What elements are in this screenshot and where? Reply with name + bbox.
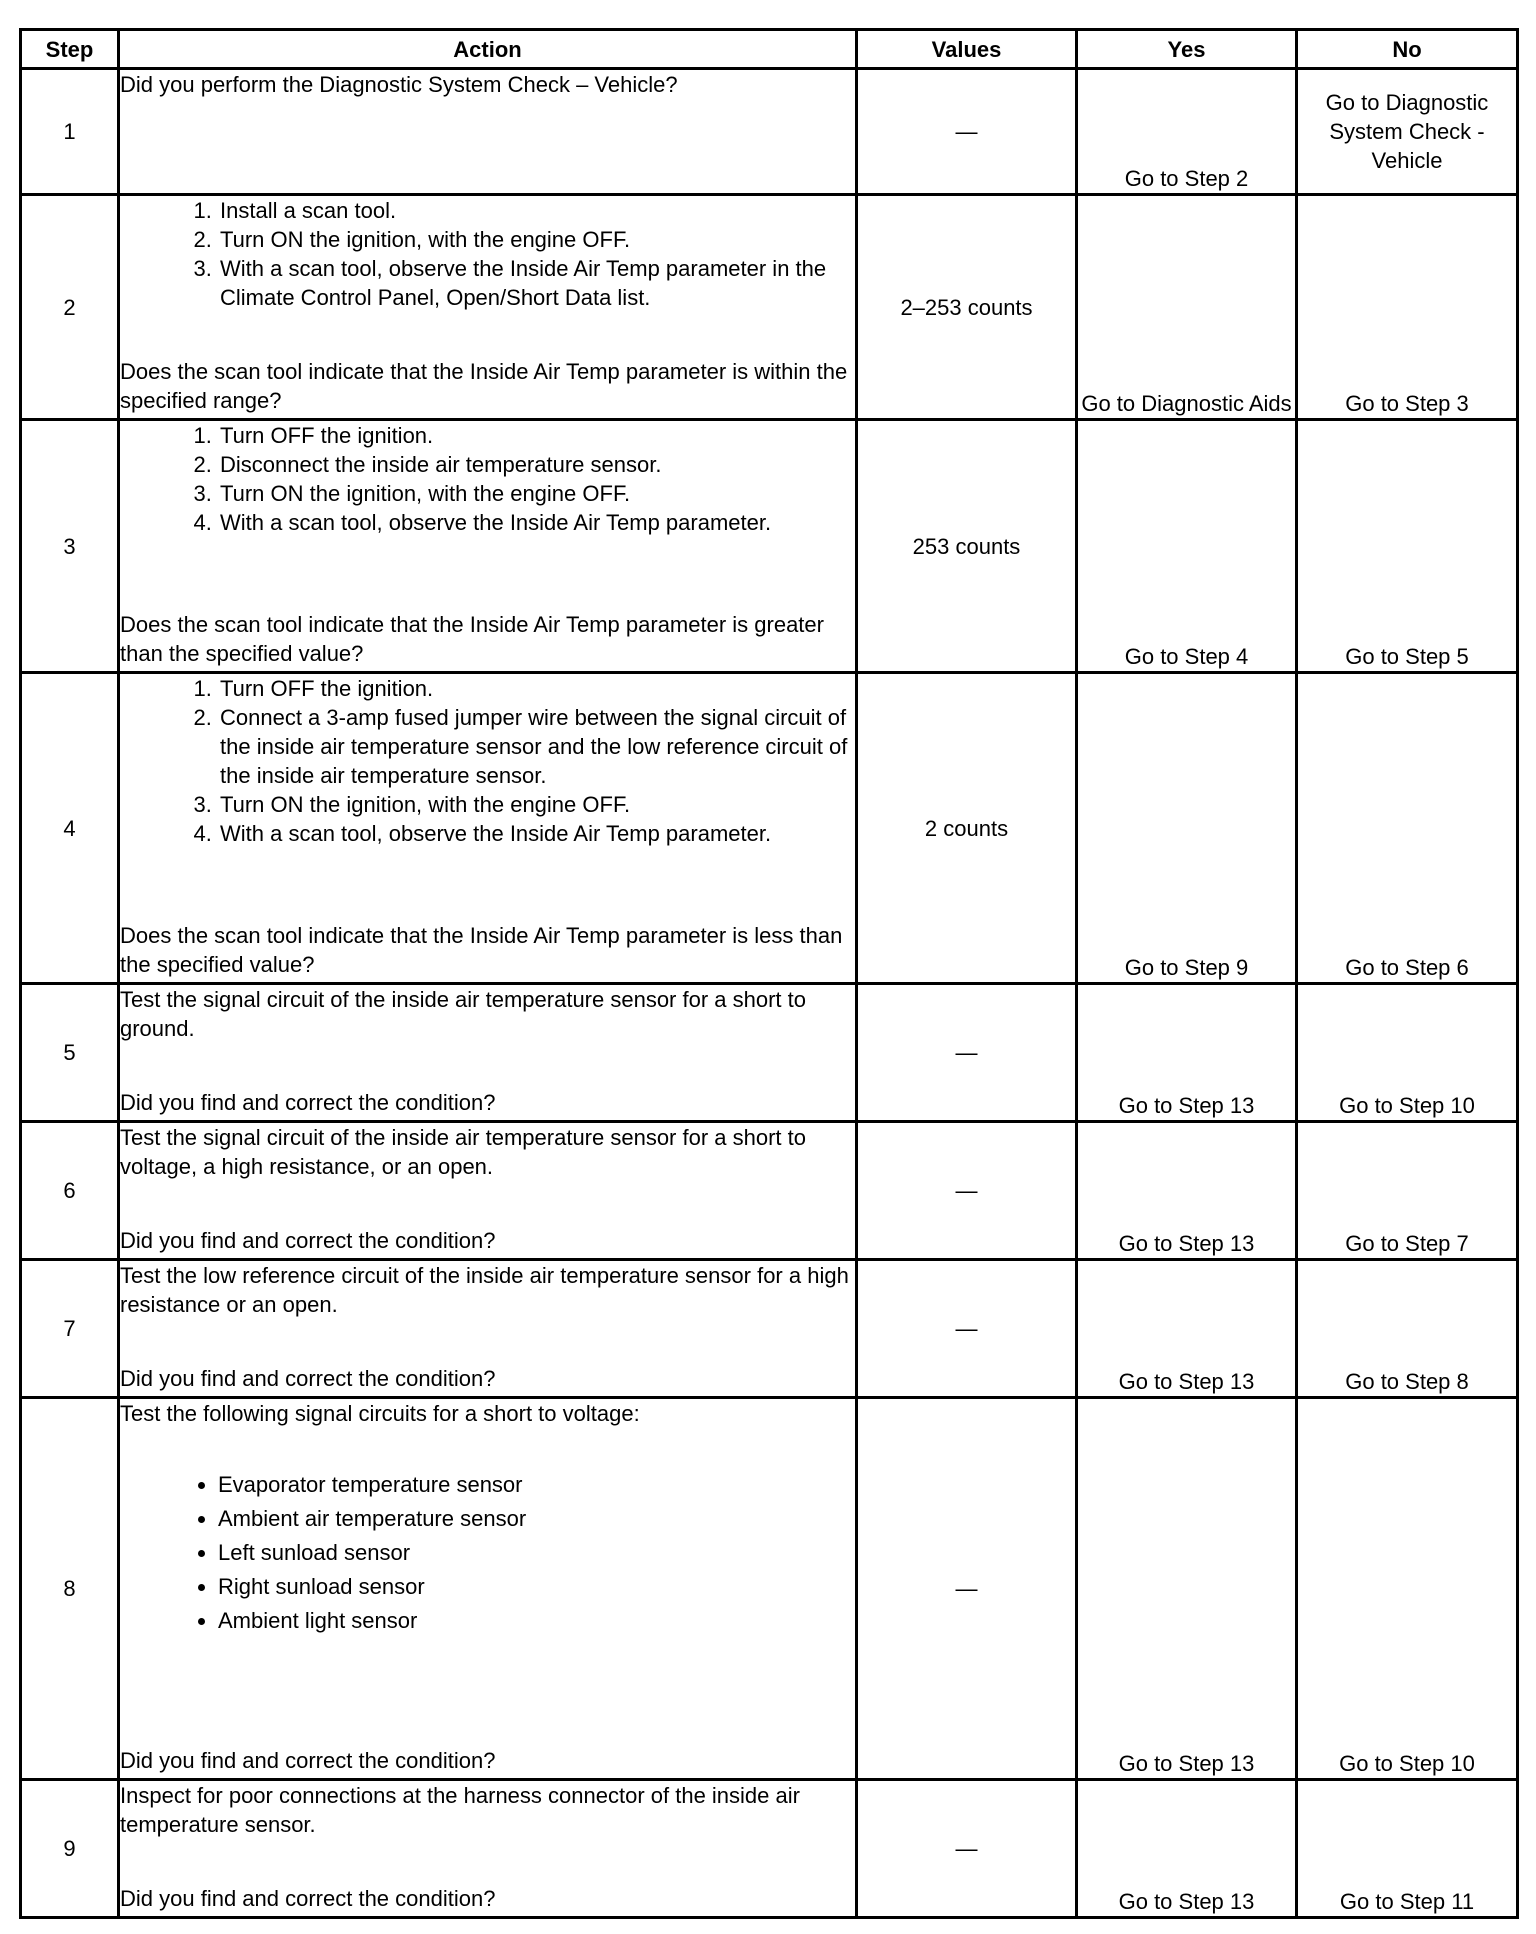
action-steps (120, 674, 855, 848)
action-question: Does the scan tool indicate that the Inside Air Temp parameter is greater than the specified value? (120, 612, 824, 666)
step-number: 8 (21, 1398, 119, 1780)
action-cell (119, 1780, 857, 1918)
diagnostic-table (19, 28, 1519, 1919)
table-row (21, 1122, 1518, 1260)
action-question: Did you find and correct the condition? (120, 1366, 496, 1391)
list-item: 2. Turn ON the ignition, with the engine OFF. (218, 225, 855, 254)
table-row (21, 1780, 1518, 1918)
no-cell: Go to Step 3 (1297, 195, 1518, 420)
table-row (21, 673, 1518, 984)
no-cell: Go to Step 7 (1297, 1122, 1518, 1260)
list-item: 2. Disconnect the inside air temperature sensor. (218, 450, 855, 479)
header-no: No (1297, 30, 1518, 69)
list-item: 3. Turn ON the ignition, with the engine OFF. (218, 790, 855, 819)
value-cell: — (857, 1122, 1077, 1260)
no-cell: Go to Step 5 (1297, 420, 1518, 673)
step-number: 1 (21, 69, 119, 195)
action-text: Inspect for poor connections at the harness connector of the inside air temperature sensor. (120, 1783, 800, 1837)
action-cell (119, 984, 857, 1122)
value-cell: — (857, 1398, 1077, 1780)
step-number: 7 (21, 1260, 119, 1398)
table-row (21, 1260, 1518, 1398)
no-cell: Go to Step 11 (1297, 1780, 1518, 1918)
value-cell: — (857, 984, 1077, 1122)
value-cell: 2 counts (857, 673, 1077, 984)
yes-cell: Go to Diagnostic Aids (1077, 195, 1297, 420)
action-cell (119, 69, 857, 195)
header-values: Values (857, 30, 1077, 69)
action-text: Did you perform the Diagnostic System Check – Vehicle? (120, 72, 678, 97)
table-row (21, 195, 1518, 420)
list-item: • Ambient air temperature sensor (218, 1502, 855, 1536)
value-cell: — (857, 69, 1077, 195)
table-row (21, 1398, 1518, 1780)
value-cell: — (857, 1260, 1077, 1398)
action-cell (119, 673, 857, 984)
no-cell: Go to Step 8 (1297, 1260, 1518, 1398)
action-question: Does the scan tool indicate that the Inside Air Temp parameter is within the specified range? (120, 359, 848, 413)
header-yes: Yes (1077, 30, 1297, 69)
table-row (21, 420, 1518, 673)
list-item: • Ambient light sensor (218, 1604, 855, 1638)
action-question: Did you find and correct the condition? (120, 1228, 496, 1253)
action-text: Test the low reference circuit of the inside air temperature sensor for a high resistance or an open. (120, 1263, 849, 1317)
action-text: Test the signal circuit of the inside air temperature sensor for a short to ground. (120, 987, 806, 1041)
list-item: 1. Turn OFF the ignition. (218, 674, 855, 703)
value-cell: 253 counts (857, 420, 1077, 673)
yes-cell: Go to Step 13 (1077, 1122, 1297, 1260)
no-cell: Go to Step 10 (1297, 984, 1518, 1122)
action-question: Did you find and correct the condition? (120, 1886, 496, 1911)
header-action: Action (119, 30, 857, 69)
yes-cell: Go to Step 13 (1077, 984, 1297, 1122)
action-question: Does the scan tool indicate that the Inside Air Temp parameter is less than the specified value? (120, 923, 843, 977)
list-item: 3. With a scan tool, observe the Inside Air Temp parameter in the Climate Control Panel, Open/Short Data list. (218, 254, 855, 312)
step-number: 4 (21, 673, 119, 984)
yes-cell: Go to Step 13 (1077, 1780, 1297, 1918)
yes-cell: Go to Step 13 (1077, 1398, 1297, 1780)
action-steps (120, 421, 855, 537)
action-cell (119, 1398, 857, 1780)
header-row (21, 30, 1518, 69)
header-step: Step (21, 30, 119, 69)
sensor-list (120, 1468, 855, 1638)
step-number: 2 (21, 195, 119, 420)
step-number: 6 (21, 1122, 119, 1260)
list-item: • Left sunload sensor (218, 1536, 855, 1570)
value-cell: 2–253 counts (857, 195, 1077, 420)
no-cell: Go to Diagnostic System Check - Vehicle (1297, 69, 1518, 195)
list-item: 3. Turn ON the ignition, with the engine OFF. (218, 479, 855, 508)
step-number: 5 (21, 984, 119, 1122)
no-cell: Go to Step 10 (1297, 1398, 1518, 1780)
list-item: • Right sunload sensor (218, 1570, 855, 1604)
action-cell (119, 420, 857, 673)
yes-cell: Go to Step 2 (1077, 69, 1297, 195)
step-number: 9 (21, 1780, 119, 1918)
action-cell (119, 1122, 857, 1260)
table-row (21, 69, 1518, 195)
value-cell: — (857, 1780, 1077, 1918)
action-question: Did you find and correct the condition? (120, 1090, 496, 1115)
yes-cell: Go to Step 13 (1077, 1260, 1297, 1398)
list-item: 4. With a scan tool, observe the Inside Air Temp parameter. (218, 508, 855, 537)
action-text: Test the following signal circuits for a short to voltage: (120, 1401, 640, 1426)
yes-cell: Go to Step 9 (1077, 673, 1297, 984)
action-body (120, 1399, 855, 1638)
action-cell (119, 1260, 857, 1398)
list-item: 4. With a scan tool, observe the Inside Air Temp parameter. (218, 819, 855, 848)
step-number: 3 (21, 420, 119, 673)
no-cell: Go to Step 6 (1297, 673, 1518, 984)
yes-cell: Go to Step 4 (1077, 420, 1297, 673)
list-item: 2. Connect a 3-amp fused jumper wire between the signal circuit of the inside air temperature sensor and the low reference circuit of the inside air temperature sensor. (218, 703, 855, 790)
table-row (21, 984, 1518, 1122)
action-question: Did you find and correct the condition? (120, 1748, 496, 1773)
action-steps (120, 196, 855, 312)
list-item: 1. Install a scan tool. (218, 196, 855, 225)
list-item: • Evaporator temperature sensor (218, 1468, 855, 1502)
action-cell (119, 195, 857, 420)
list-item: 1. Turn OFF the ignition. (218, 421, 855, 450)
action-text: Test the signal circuit of the inside air temperature sensor for a short to voltage, a high resistance, or an open. (120, 1125, 806, 1179)
